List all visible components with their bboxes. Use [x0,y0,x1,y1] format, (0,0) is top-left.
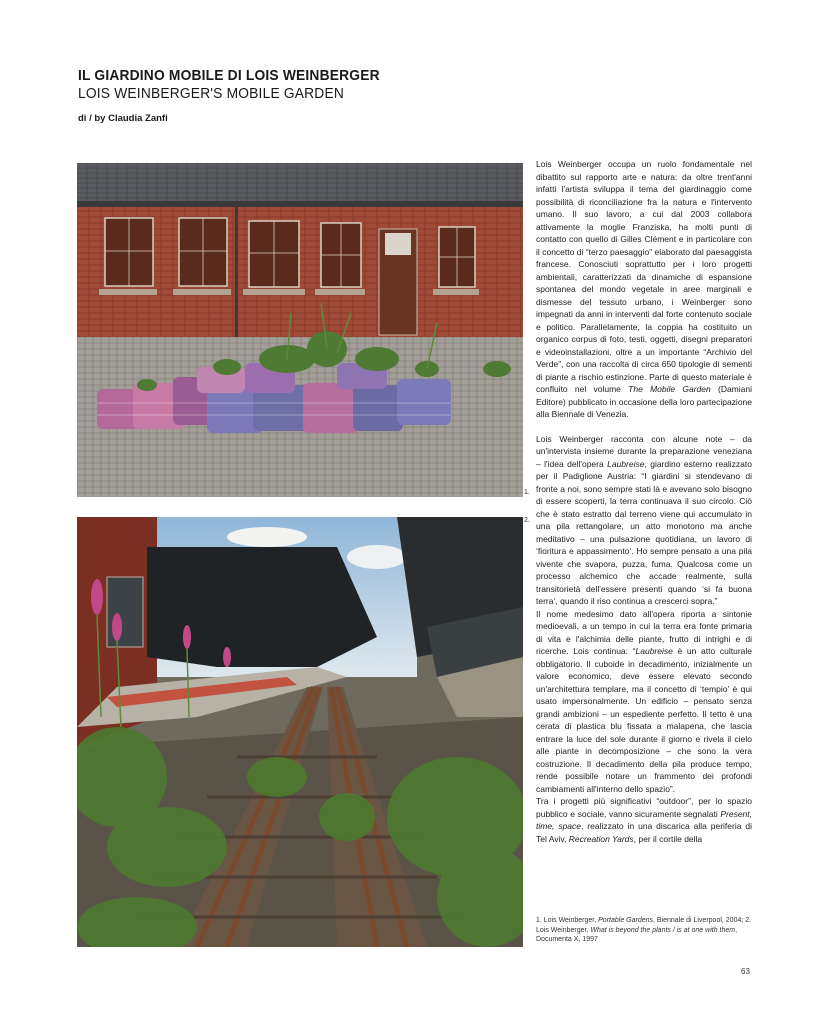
paragraph: Lois Weinberger racconta con alcune note – da un'intervista insieme durante la preparazione veneziana – l'idea dell'opera Laubreise, giardino esterno realizzato per il Padiglione Austria: “I giardini si stendevano di fronte a noi, sono sempre stati là e avevano solo bisogno di essere scoperti, la terra continuava il suo circolo. Ciò che è stato estratto dal terreno viene qui accumulato in una pila rettangolare, un atto monotono ma anche meditativo – una pulsazione quotidiana, un lavoro di ‘fioritura e appassimento’. Ho sempre pensato a una pila vivente che svapora, puzza, fuma. Qualcosa come un processo alchemico che accade realmente, sulla transitorietà dell'essere presenti quando ‘si fa buona terra’, quando il riso continua a crescerci sopra.” [536,433,752,606]
paragraph: Lois Weinberger occupa un ruolo fondamentale nel dibattito sul rapporto arte e natura: da oltre trent'anni infatti l'artista sviluppa il tema del giardinaggio come possibilità di riconciliazione fra la natura e l'intervento umano. Il suo lavoro, a cui dal 2003 collabora attivamente la moglie Franziska, ha molti punti di contatto con quello di Gilles Clément e in particolare con il concetto di “terzo paesaggio” elaborato dal paesaggista francese. Conosciuti soprattutto per i loro progetti ambientali, caratterizzati da dinamiche di espansione spontanea del mondo vegetale in aree marginali e dismesse del tessuto urbano, i Weinberger sono impegnati da anni in interventi dal forte contenuto sociale e politico. Parallelamente, la coppia ha costituito un organico corpus di foto, testi, oggetti, disegni preparatori e videoinstallazioni, oltre a un importante “Archivio del Verde”, con una raccolta di circa 650 tipologie di sementi di piante a rischio estinzione. Parte di questo materiale è confluito nel volume The Mobile Garden (Damiani Editore) pubblicato in occasione della loro partecipazione alla Biennale di Venezia. [536,159,752,419]
article-body [536,158,752,845]
paragraph: Il nome medesimo dato all'opera riporta a sintonie medioevali, a un tempo in cui la terra era fonte primaria di vita e l'alchimia delle piante, frutto di intrighi e di ricerche. Lois continua: “Laubreise è un atto culturale obbligatorio. Il cuboide in decadimento, inizialmente un valore economico, deve essere elevato secondo un'architettura templare, ma il concetto di ‘tempio’ è qui usato impersonalmente. Un edificio – pensato senza grandi ambizioni – un espediente perfetto. Il tetto è una cerata di plastica blu fissata a malapena, che lascia entrare la luce del sole durante il giorno e rivela il cielo alle piante in decomposizione – che sono la vera costruzione. Il decadimento della pila produce tempo, rende possibile notare un frammento dei profondi cambiamenti all'interno dello spazio”. [536,608,752,794]
page-number: 63 [741,967,750,976]
byline: di / by Claudia Zanfi [78,113,168,124]
figure-number: 2. [524,517,530,524]
figure-number: 1. [524,489,530,496]
paragraph: Tra i progetti più significativi “outdoor”, per lo spazio pubblico e sociale, vanno sicuramente segnalati Present, time, space, realizzato in una discarica alla periferia di Tel Aviv, Recreation Yards, per il cortile della [536,796,752,844]
photo-portable-gardens [77,163,523,497]
photo-overgrown-railway [77,517,523,947]
figure-captions: 1. Lois Weinberger, Portable Gardens, Biennale di Liverpool, 2004; 2. Lois Weinberger, What is beyond the plants / is at one with them, Documenta X, 1997 [536,917,752,943]
article-title-italian: IL GIARDINO MOBILE DI LOIS WEINBERGER [78,67,380,84]
article-title-english: LOIS WEINBERGER'S MOBILE GARDEN [78,85,344,102]
